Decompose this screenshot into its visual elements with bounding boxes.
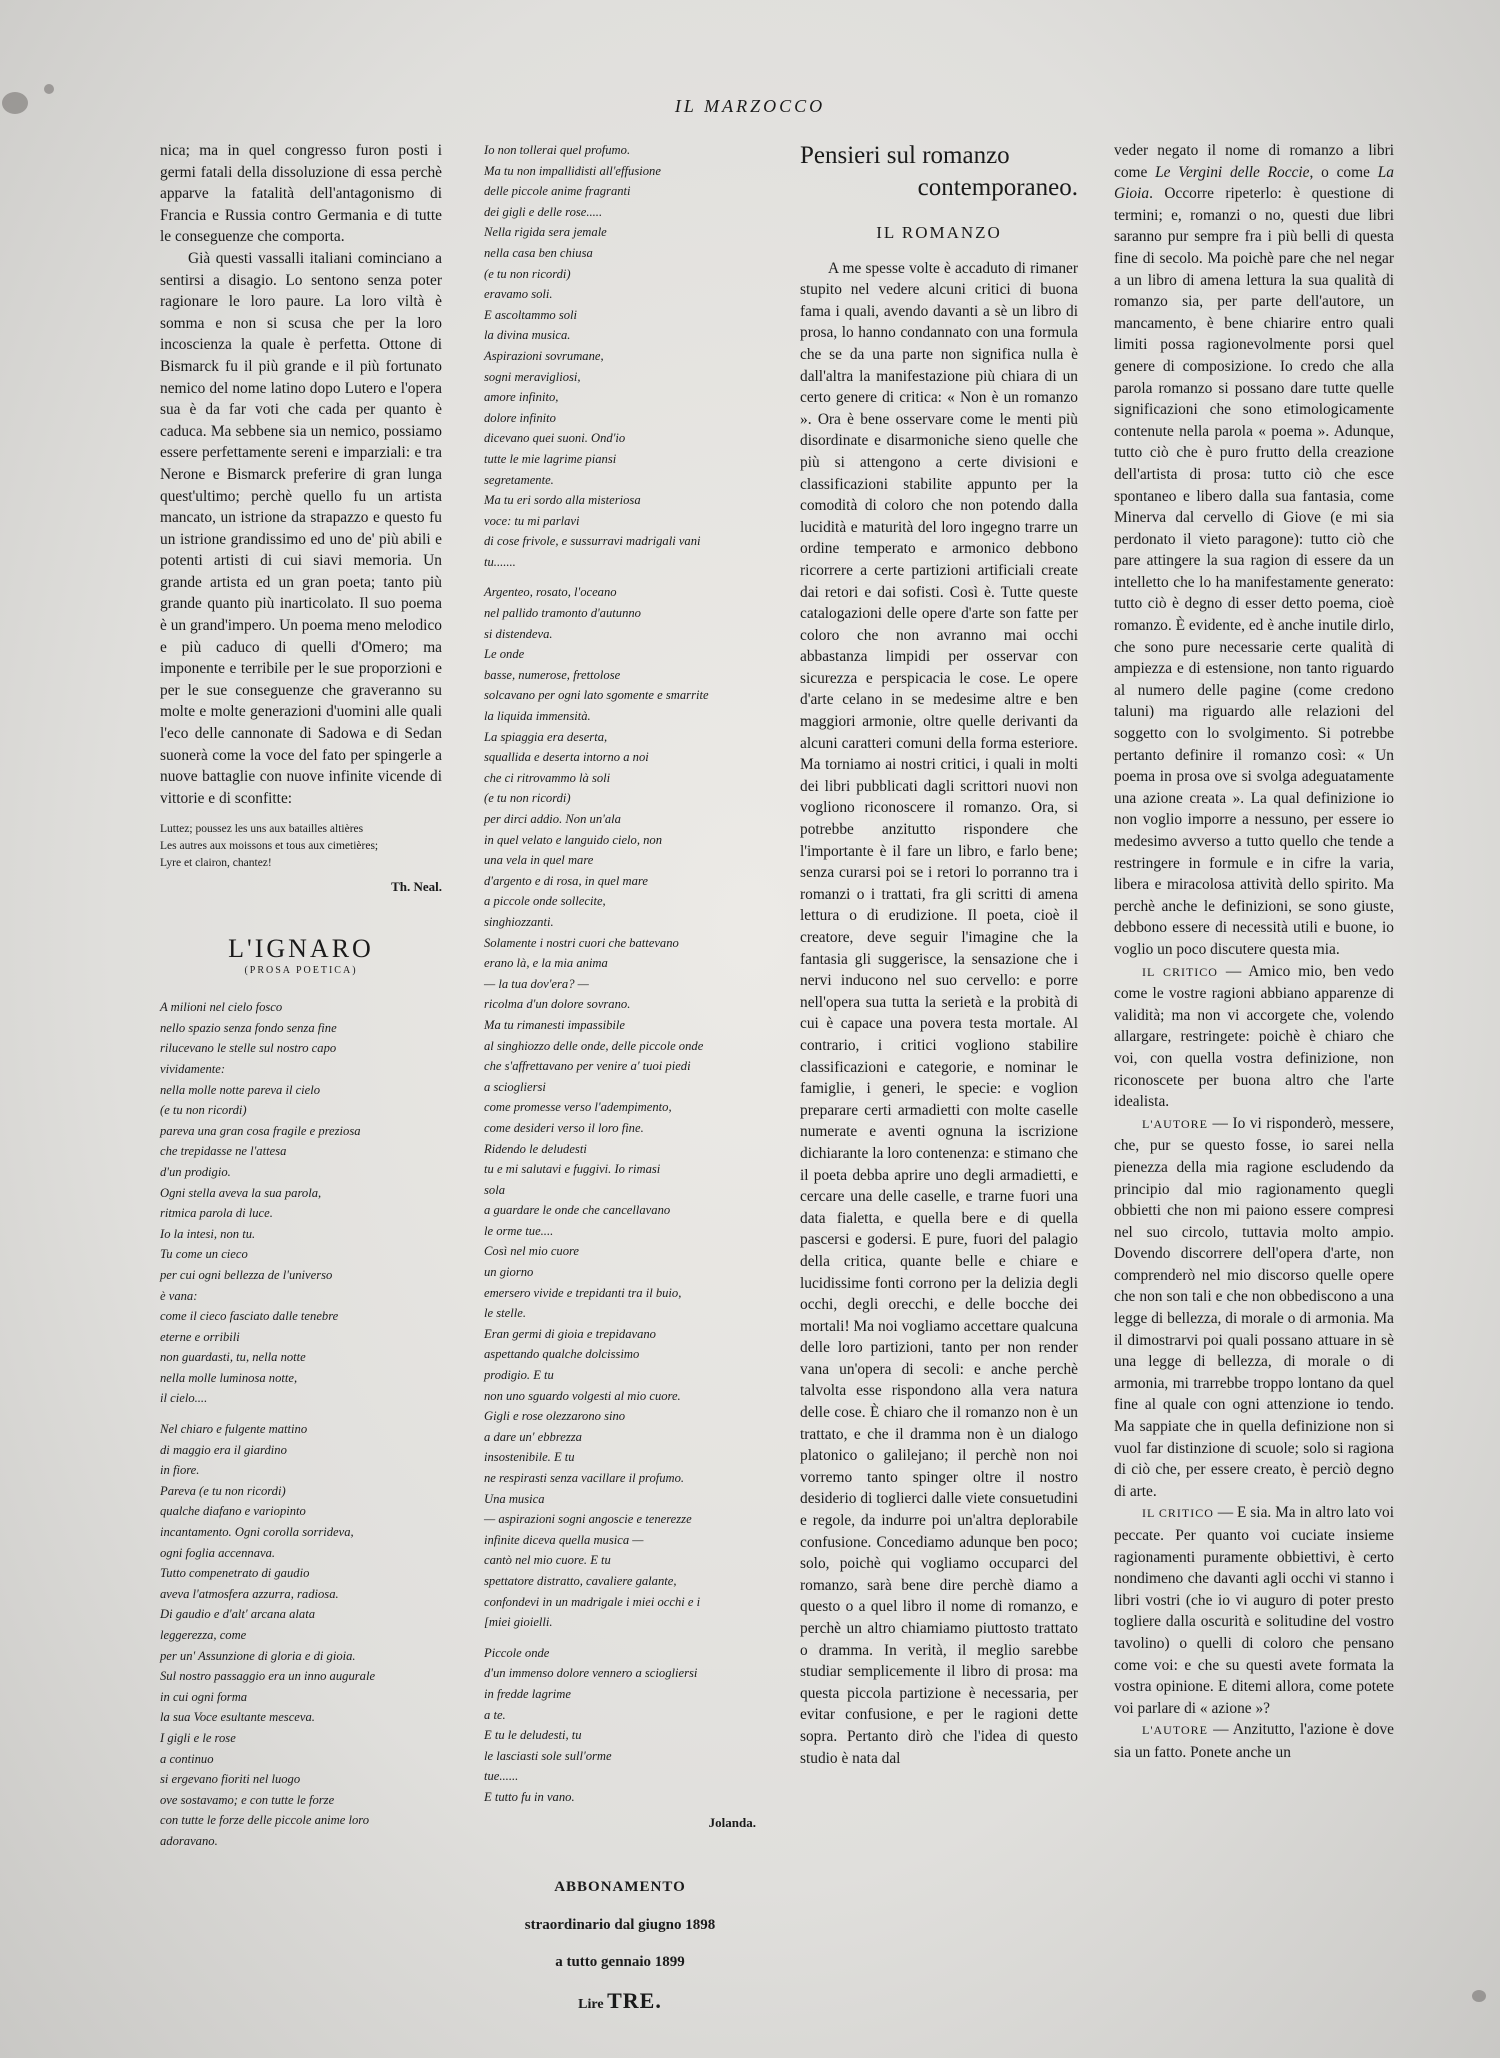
poem-line: Argenteo, rosato, l'oceano [484, 585, 617, 600]
french-quote [160, 821, 442, 872]
article-paragraph [1114, 140, 1394, 961]
poem-line: basse, numerose, frettolose [484, 667, 621, 682]
poem-line: la divina musica. [484, 328, 571, 343]
poem-line: Le onde [484, 647, 525, 662]
poem-line: nella casa ben chiusa [484, 245, 593, 260]
poem-line: E tutto fu in vano. [484, 1789, 575, 1804]
poem-line: per un' Assunzione di gloria e di gioia. [160, 1648, 356, 1663]
poem-line: aspettando qualche dolcissimo [484, 1347, 640, 1362]
poem-line: d'argento e di rosa, in quel mare [484, 873, 648, 888]
quote-signature: Th. Neal. [391, 879, 442, 895]
poem-line: La spiaggia era deserta, [484, 729, 608, 744]
poem-line: a dare un' ebbrezza [484, 1429, 582, 1444]
poem-line: che s'affrettavano per venire a' tuoi piedi [484, 1059, 691, 1074]
dialogue-text: — E sia. Ma in altro lato voi peccate. Per quanto voi cuciate insieme ragionamenti puramente obbiettivi, è certo nondimeno che davanti agli occhi vi stanno i libri vostri (che io vi auguro di poter presto togliere dalla oscurità e solitudine del vostro tavolino) o quelli di coloro che pensano come voi: e che su questi avete formata la vostra opinione. E ditemi allora, come potete voi parlare di « azione »? [1114, 1504, 1394, 1717]
quote-line: Luttez; poussez les uns aux batailles altières [160, 823, 364, 836]
poem-line: Così nel mio cuore [484, 1244, 580, 1259]
col1-paragraph: nica; ma in quel congresso furon posti i germi fatali della dissoluzione di essa perchè apparve la fatalità dell'antagonismo di Francia e Russia contro Germania e di tutte le conseguenze che comporta. [160, 142, 442, 246]
subscription-line: a tutto gennaio 1899 [555, 1954, 685, 1971]
column-3 [800, 140, 1078, 2000]
poem-line: singhiozzanti. [484, 914, 554, 929]
dialogue-paragraph [1114, 1719, 1394, 1763]
poem-line: dicevano quei suoni. Ond'io [484, 431, 626, 446]
poem-line: Io la intesi, non tu. [160, 1226, 256, 1241]
poem-line: d'un prodigio. [160, 1164, 231, 1179]
poem-line: in cui ogni forma [160, 1689, 248, 1704]
poem-line: — aspirazioni sogni angoscie e tenerezze [484, 1512, 692, 1527]
column-1 [160, 140, 442, 2000]
poem-line: tue...... [484, 1769, 519, 1784]
article-title-line: contemporaneo. [917, 174, 1078, 201]
poem-line: nel pallido tramonto d'autunno [484, 606, 641, 621]
article-title [800, 140, 1078, 204]
poem-line: (e tu non ricordi) [484, 266, 571, 281]
poem-line: Nel chiaro e fulgente mattino [160, 1422, 308, 1437]
poem-line: come promesse verso l'adempimento, [484, 1100, 672, 1115]
poem-line: cantò nel mio cuore. E tu [484, 1553, 611, 1568]
dialogue-text: — Io vi risponderò, messere, che, pur se questo fosse, io sarei nella pienezza della mia ragione escludendo da principio dal mio ragionamento quegli obbietti che non mi paiono essere compresi nel suo circolo, tuttavia molto ampio. Dovendo discorrere dell'opera d'arte, non comprenderò nel mio discorso quelle opere che non son tali e che non obbediscono a una legge di bellezza, di morale o di armonia. Ma il dimostrarvi poi quali possano attuare in sè una legge di bellezza, di morale o di armonia, mi trarrebbe troppo lontano da quel fine al quale con ogni attenzione io tendo. Ma sappiate che in quella definizione non si vuol far distinzione di scuole; solo si ragiona di ciò che, per essere creato, è perciò degno di arte. [1114, 1114, 1394, 1500]
poem-line: che trepidasse ne l'attesa [160, 1144, 287, 1159]
poem-stanza [484, 140, 756, 572]
poem-line: dolore infinito [484, 410, 556, 425]
poem-line: Ma tu eri sordo alla misteriosa [484, 493, 641, 508]
poem-line: Piccole onde [484, 1645, 550, 1660]
text-run: , o come [1309, 163, 1370, 181]
poem-line: a piccole onde sollecite, [484, 894, 606, 909]
text-run: . Occorre ripeterlo: è questione di termini; e, romanzi o no, questi due libri saranno pur sempre fra i più belli di questa fine di secolo. Ma poichè pare che nel negar a un libro di amena lettura la sua qualità di romanzo sia, per parte dell'autore, un mancamento, è bene chiarire entro quali limiti possa ragionevolmente porsi quel genere di composizione. Io credo che alla parola romanzo si possano dare tutte quelle significazioni che sono etimologicamente contenute nella parola « poema ». Adunque, tutto ciò che è puro frutto della creazione dell'artista di prosa: tutto ciò che esce spontaneo e libero dalla sua fantasia, come Minerva dal cervello di Giove (e mi sia perdonato il vieto paragone): tutto ciò che pare attingere la sua ragion di essere da un intelletto che lo ha manifestamente generato: tutto ciò è degno di esser detto poema, cioè romanzo. È evidente, ed è anche inutile dirlo, che sono pure necessarie certe qualità di ampiezza e di estensione, non tanto riguardo al numero delle pagine (come credono taluni) ma riguardo alle relazioni del soggetto con lo svolgimento. Si potrebbe pertanto definire il romanzo così: « Un poema in prosa ove si svolga adeguatamente una azione creata ». La qual definizione io non voglio imporre a nessuno, per essere io medesimo avverso a tutto quello che tende a restringere in formule e in cifre la varia, libera e miracolosa attività dello spirito. Ma perchè anche le definizioni, se sono giuste, debbono essere di necessità utili e buone, io voglio un poco discutere questa mia. [1114, 185, 1394, 958]
poem-line: squallida e deserta intorno a noi [484, 750, 649, 765]
poem-line: è vana: [160, 1288, 198, 1303]
poem-line: E ascoltammo soli [484, 307, 578, 322]
poem-line: ricolma d'un dolore sovrano. [484, 997, 631, 1012]
poem-line: a guardare le onde che cancellavano [484, 1203, 671, 1218]
poem-line: ritmica parola di luce. [160, 1206, 273, 1221]
poem-subtitle: (PROSA POETICA) [244, 964, 358, 976]
poem-line: rilucevano le stelle sul nostro capo [160, 1041, 337, 1056]
poem-line: non guardasti, tu, nella notte [160, 1350, 306, 1365]
poem-line: nello spazio senza fondo senza fine [160, 1020, 337, 1035]
speaker-label: L'AUTORE [1142, 1116, 1208, 1131]
poem-line: — la tua dov'era? — [484, 976, 589, 991]
subscription-price [484, 1987, 756, 2016]
subscription-line: straordinario dal giugno 1898 [524, 1916, 716, 1933]
poem-line: erano là, e la mia anima [484, 956, 608, 971]
poem-line: Aspirazioni sovrumane, [484, 348, 604, 363]
poem-line: Io non tollerai quel profumo. [484, 143, 631, 157]
poem-line: insostenibile. E tu [484, 1450, 575, 1465]
poem-line: (e tu non ricordi) [484, 791, 571, 806]
poem-stanza [484, 582, 756, 1632]
poem-line: sola [484, 1182, 505, 1197]
article-title-line: Pensieri sul romanzo [800, 142, 1010, 169]
speaker-label: IL CRITICO [1142, 964, 1218, 979]
column-4 [1114, 140, 1394, 2000]
poem-line: eterne e orribili [160, 1329, 240, 1344]
poem-line: segretamente. [484, 472, 554, 487]
dialogue-paragraph [1114, 1502, 1394, 1719]
poem-line: Ridendo le deludesti [484, 1141, 587, 1156]
poem-line: solcavano per ogni lato sgomente e smarrite [484, 688, 709, 703]
poem-line: per cui ogni bellezza de l'universo [160, 1267, 333, 1282]
poem-line: delle piccole anime fragranti [484, 184, 631, 199]
dialogue-paragraph [1114, 961, 1394, 1113]
poem-line: in fiore. [160, 1463, 200, 1478]
poem-line: voce: tu mi parlavi [484, 513, 580, 528]
poem-line: di maggio era il giardino [160, 1442, 287, 1457]
subscription-notice [484, 1877, 756, 2015]
poem-line: si distendeva. [484, 626, 553, 641]
poem-line: nella molle notte pareva il cielo [160, 1082, 321, 1097]
poem-line: sogni meravigliosi, [484, 369, 581, 384]
poem-line: confondevi in un madrigale i miei occhi e i [484, 1594, 701, 1609]
poem-line: spettatore distratto, cavaliere galante, [484, 1573, 677, 1588]
poem-line: si ergevano fioriti nel luogo [160, 1772, 301, 1787]
poem-line: prodigio. E tu [484, 1368, 554, 1383]
running-head: IL MARZOCCO [674, 96, 826, 116]
poem-line: a te. [484, 1707, 506, 1722]
poem-line: Di gaudio e d'alt' arcana alata [160, 1607, 315, 1622]
poem-line: Tu come un cieco [160, 1247, 248, 1262]
poem-line: a continuo [160, 1751, 214, 1766]
subscription-title: ABBONAMENTO [554, 1879, 686, 1896]
section-title: IL ROMANZO [876, 223, 1002, 242]
column-2 [484, 140, 756, 2013]
poem-line: Pareva (e tu non ricordi) [160, 1483, 286, 1498]
poem-line: Nella rigida sera jemale [484, 225, 607, 240]
poem-line: tutte le mie lagrime piansi [484, 451, 617, 466]
poem-line: con tutte le forze delle piccole anime loro [160, 1813, 370, 1828]
poem-line: al singhiozzo delle onde, delle piccole onde [484, 1038, 704, 1053]
ink-stain [44, 84, 54, 94]
price-value: TRE. [607, 1987, 662, 2013]
poem-line: ne respirasti senza vacillare il profumo. [484, 1471, 685, 1485]
poem-line: in fredde lagrime [484, 1686, 571, 1701]
poem-line: emersero vivide e trepidanti tra il buio, [484, 1285, 682, 1300]
poem-line: dei gigli e delle rose..... [484, 204, 603, 219]
poem-line: incantamento. Ogni corolla sorrideva, [160, 1525, 354, 1540]
poem-line: un giorno [484, 1265, 534, 1280]
poem-line: il cielo.... [160, 1391, 208, 1406]
book-title: La Gioia [1114, 163, 1394, 203]
poem-line: ogni foglia accennava. [160, 1545, 276, 1560]
poem-stanza [160, 997, 442, 1409]
poem-line: E tu le deludesti, tu [484, 1728, 582, 1743]
poem-stanza [160, 1419, 442, 1851]
ink-stain [1472, 1990, 1486, 2002]
poem-line: la liquida immensità. [484, 709, 591, 724]
poem-line: qualche diafano e variopinto [160, 1504, 306, 1519]
poem-line: nella molle luminosa notte, [160, 1370, 298, 1385]
poem-line: eravamo soli. [484, 287, 553, 302]
book-title: Le Vergini delle Roccie [1155, 163, 1310, 181]
poem-line: come il cieco fasciato dalle tenebre [160, 1309, 339, 1324]
poem-line: amore infinito, [484, 390, 559, 405]
poem-line: I gigli e le rose [160, 1730, 236, 1745]
price-label: Lire [578, 1996, 604, 2012]
poem-line: Ma tu non impallidisti all'effusione [484, 163, 661, 178]
poem-line: le stelle. [484, 1306, 526, 1321]
quote-line: Lyre et clairon, chantez! [160, 857, 272, 870]
poem-line: le lasciasti sole sull'orme [484, 1748, 612, 1763]
poem-line: vividamente: [160, 1061, 226, 1076]
col1-paragraph: Già questi vassalli italiani cominciano a sentirsi a disagio. Lo sentono senza poter ragionare le loro paure. La loro viltà è somma e non si scusa che per la loro incoscienza la quale è perfetta. Ottone di Bismarck fu il più grande e il più fortunato nemico del nome latino dopo Lutero e l'opera sua è da far voti che cada per quanto è caduca. Ma sebbene sia un nemico, possiamo essere perfettamente sereni e imparziali: e tra Nerone e Bismarck preferire di gran lunga quest'ultimo; perchè quello fu un artista mancato, un istrione da strapazzo e questo fu un istrione grandissimo ed uno de' più abili e potenti artisti di cui siavi memoria. Un grande artista ed un gran poeta; tanto più grande quanto più inarticolato. Il suo poema è un grand'impero. Un poema meno melodico e più caduco di quelli d'Omero; ma imponente e terribile per le sue proporzioni e per le sue conseguenze che graveranno su molte e molte generazioni d'uomini alle quali l'eco delle cannonate di Sadowa e di Sedan suonerà come la voce del fato per spingerle a nuove battaglie con nuove infinite vicende di vittorie e di sconfitte: [160, 249, 442, 807]
poem-signature: Jolanda. [708, 1814, 756, 1830]
poem-line: Una musica [484, 1491, 545, 1506]
poem-line: Gigli e rose olezzarono sino [484, 1409, 626, 1424]
poem-line: (e tu non ricordi) [160, 1103, 247, 1118]
poem-line: Eran germi di gioia e trepidavano [484, 1326, 656, 1341]
text-run: veder negato il nome di romanzo a libri come [1114, 142, 1394, 181]
poem-line: Ma tu rimanesti impassibile [484, 1017, 625, 1032]
poem-title: L'IGNARO [228, 934, 374, 963]
dialogue-text: — Anzitutto, l'azione è dove sia un fatto. Ponete anche un [1114, 1721, 1394, 1761]
poem-line: tu e mi salutavi e fuggivi. Io rimasi [484, 1162, 661, 1177]
dialogue-text: — Amico mio, ben vedo come le vostre ragioni abbiano apparenze di validità; ma non vi accorgete che, volendo allargare, restringete: poichè è chiaro che voi, con quella vostra definizione, non riconoscete per buona altro che l'arte idealista. [1114, 962, 1394, 1111]
poem-line: A milioni nel cielo fosco [160, 1000, 283, 1015]
poem-line: infinite diceva quella musica — [484, 1532, 644, 1547]
poem-line: Tutto compenetrato di gaudio [160, 1566, 310, 1581]
article-paragraph: A me spesse volte è accaduto di rimaner stupito nel vedere alcuni critici di buona fama i quali, avendo davanti a sè un libro di prosa, lo hanno condannato con una formula che se da una parte non significa nulla è dall'altra la manifestazione più chiara di un certo genere di critica: « Non è un romanzo ». Ora è bene osservare come le menti più disordinate e disarmoniche sieno quelle che più si attengono a certe divisioni e classificazioni stabilite appunto per la comodità di coloro che non potendo dalla lucidità e maturità del loro ingegno trarre un ordine temperato e armonico debbono ricorrere a certe partizioni artificiali create dai retori e dai sofisti. Così è. Tutte queste catalogazioni delle opere d'arte son fatte per coloro che non avranno mai occhi abbastanza limpidi per osservar con sicurezza e perspicacia le cose. Le opere d'arte celano in se medesime altre e ben maggiori armonie, oltre quelle derivanti da alcuni caratteri comuni della forma esteriore. Ma torniamo ai nostri critici, i quali in molti dei libri pubblicati dagli scrittori nuovi non vogliono riconoscere il romanzo. Ora, si potrebbe anzitutto rispondere che l'importante è il fare un libro, e farlo bene; senza curarsi poi se i retori lo porranno tra i romanzi o i trattati, fra gli scritti di amena lettura o di erudizione. Il poeta, cioè il creatore, deve seguir l'imagine che la fantasia gli suggerisce, la sensazione che i nervi inducono nel suo cervello: e porre nell'opera sua tutta la serietà e la probità di cui è capace una povera testa mortale. Al contrario, i critici vogliono stabilire classificazioni e categorie, e nominar le famiglie, i generi, le specie: e voglion preparare certi armadietti con molte caselle numerate e aventi ognuna la iscrizione dichiarante la loro contenenza: e stimano che il poeta debba aprire uno degli armadietti, e cercare una delle caselle, e trarne fuori una data fialetta, e quella bere e di quella pascersi e godersi. E pure, fuori del palagio della critica, quante belle e chiare e lucidissime fonti corrono per la delizia degli occhi, degli orecchi, e delle bocche dei mortali! Ma noi vogliamo accettare qualcuna delle loro partizioni, tanto per non render vana un'opera di secoli: e anche perchè talvolta esse rispondono alla vera natura delle cose. È chiaro che il romanzo non è un trattato, e che il dramma non è un dialogo platonico o galilejano; il perchè non noi vorremo tanto spinger oltre il nostro desiderio di toglierci dalle viete consuetudini e regole, da indurre poi un'altra deplorabile confusione. Concediamo adunque ben poco; solo, poichè qui vogliamo occuparci del romanzo, sarà bene dire perchè diamo a questo o a quel libro il nome di romanzo, e perchè un altro chiamiamo piuttosto trattato o dramma. In verità, il meglio sarebbe studiar semplicemente il libro di prosa: ma questa piccola partizione è necessaria, per evitar confusione, e per le ragioni dette sopra. Pertanto dirò che l'idea di questo studio è nata dal [800, 259, 1078, 1767]
speaker-label: L'AUTORE [1142, 1723, 1208, 1738]
poem-line: leggerezza, come [160, 1628, 247, 1642]
poem-line: come desideri verso il loro fine. [484, 1120, 644, 1135]
dialogue-paragraph [1114, 1113, 1394, 1503]
poem-line: ove sostavamo; e con tutte le forze [160, 1792, 335, 1807]
quote-line: Les autres aux moissons et tous aux cimetières; [160, 840, 379, 853]
poem-line: la sua Voce esultante mesceva. [160, 1710, 315, 1725]
poem-line: a sciogliersi [484, 1079, 546, 1094]
poem-line: tu....... [484, 554, 516, 569]
poem-line: Ogni stella aveva la sua parola, [160, 1185, 322, 1200]
poem-line: che ci ritrovammo là soli [484, 770, 611, 785]
poem-line: per dirci addio. Non un'ala [484, 812, 621, 826]
poem-line: aveva l'atmosfera azzurra, radiosa. [160, 1586, 339, 1601]
poem-line: di cose frivole, e sussurravi madrigali vani [484, 534, 701, 549]
poem-line: le orme tue.... [484, 1223, 554, 1238]
poem-line: non uno sguardo volgesti al mio cuore. [484, 1388, 681, 1403]
poem-line: in quel velato e languido cielo, non [484, 832, 663, 847]
poem-stanza [484, 1643, 756, 1808]
poem-line: [miei gioielli. [484, 1615, 553, 1630]
poem-line: d'un immenso dolore vennero a sciogliersi [484, 1666, 698, 1681]
poem-line: adoravano. [160, 1833, 218, 1848]
speaker-label: IL CRITICO [1142, 1506, 1214, 1521]
poem-line: Sul nostro passaggio era un inno augurale [160, 1669, 376, 1684]
poem-line: pareva una gran cosa fragile e preziosa [160, 1123, 361, 1138]
poem-line: Solamente i nostri cuori che battevano [484, 935, 679, 950]
poem-line: una vela in quel mare [484, 853, 594, 868]
